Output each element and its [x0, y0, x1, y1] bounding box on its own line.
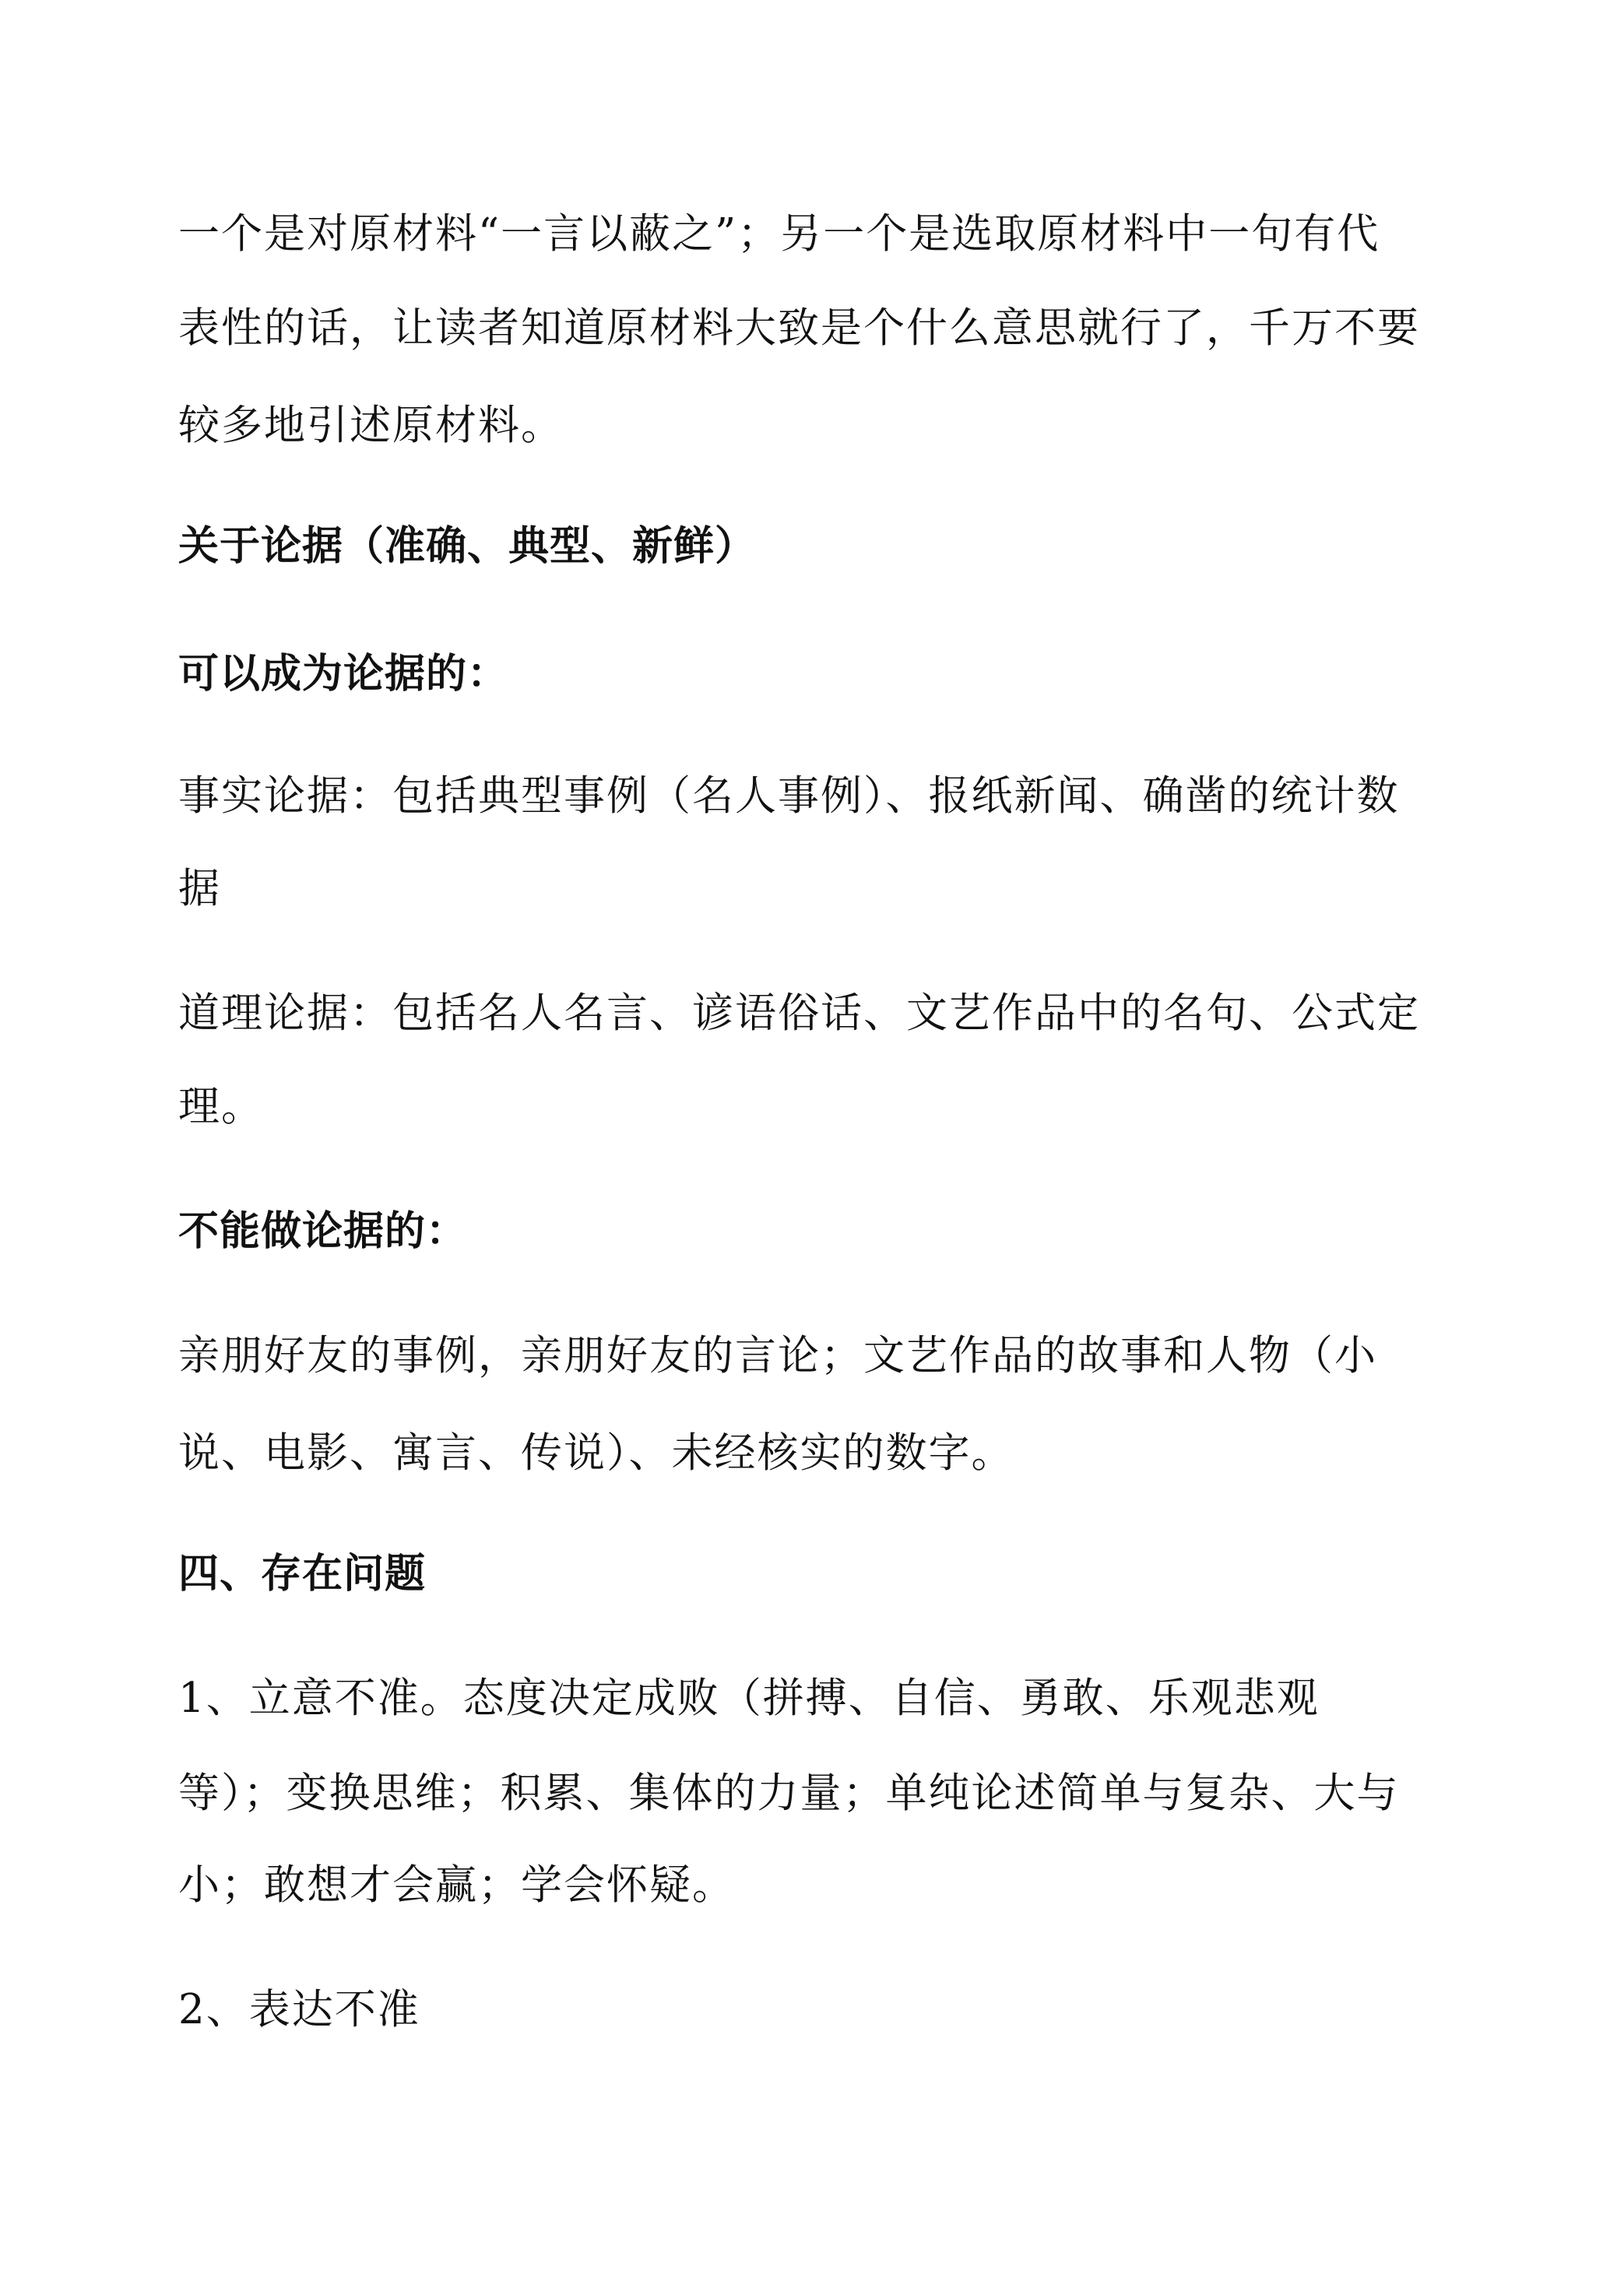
subheading-invalid-evidence: 不能做论据的：	[178, 1208, 468, 1255]
list-item-line: 等）；变换思维；积累、集体的力量；单纯论述简单与复杂、大与	[178, 1770, 1400, 1817]
body-text-line: 理。	[178, 1083, 264, 1130]
list-item-line: 1、立意不准。态度决定成败（拼搏、自信、勇敢、乐观悲观	[178, 1675, 1320, 1722]
list-item-line: 2、表达不准	[178, 1986, 420, 2033]
body-text-line: 事实论据：包括典型事例（名人事例）、报纸新闻、确凿的统计数	[178, 772, 1400, 820]
list-item-line: 小；敢想才会赢；学会怀疑。	[178, 1861, 735, 1909]
body-text-line: 亲朋好友的事例，亲朋好友的言论；文艺作品的故事和人物（小	[178, 1332, 1377, 1379]
body-text-line: 道理论据：包括名人名言、谚语俗话、文艺作品中的名句、公式定	[178, 989, 1420, 1037]
body-text-line: 据	[178, 865, 221, 912]
subheading-valid-evidence: 可以成为论据的：	[178, 651, 509, 698]
body-text-line: 较多地引述原材料。	[178, 402, 564, 449]
body-text-line: 一个是对原材料“一言以蔽之”；另一个是选取原材料中一句有代	[178, 210, 1380, 258]
section-heading-problems: 四、存在问题	[178, 1551, 427, 1597]
section-heading-evidence: 关于论据（准确、典型、新鲜）	[178, 523, 757, 570]
body-text-line: 表性的话，让读者知道原材料大致是个什么意思就行了，千万不要	[178, 304, 1420, 352]
body-text-line: 说、电影、寓言、传说）、未经核实的数字。	[178, 1429, 1014, 1477]
